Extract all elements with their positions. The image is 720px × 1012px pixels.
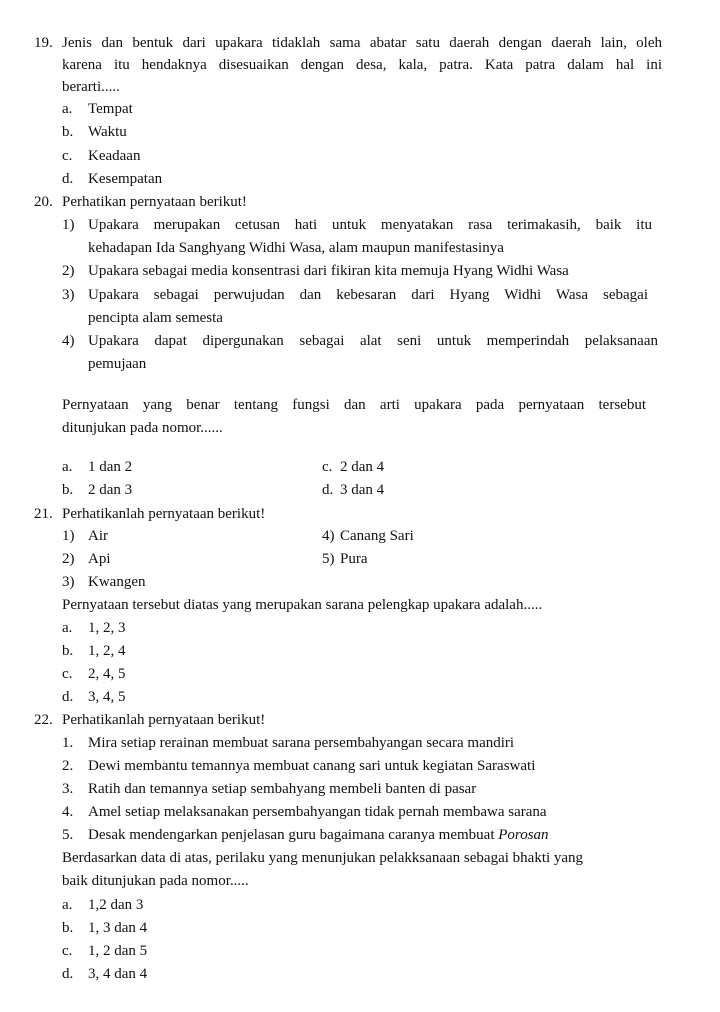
q21-option-d-letter: d. (62, 689, 74, 705)
q20-option-a-text[interactable]: 1 dan 2 (88, 459, 133, 475)
q22-statement-text: Dewi membantu temannya membuat canang sari untuk kegiatan Saraswati (88, 758, 536, 774)
q21-item-text: Canang Sari (340, 528, 414, 544)
q22-number: 22. (34, 712, 53, 728)
q21-option-d-text[interactable]: 3, 4, 5 (88, 689, 126, 705)
q22-option-a-letter: a. (62, 897, 73, 913)
q22-question-line: baik ditunjukan pada nomor..... (62, 873, 249, 889)
q21-option-c-letter: c. (62, 666, 73, 682)
q21-item-number: 2) (62, 551, 75, 567)
q20-option-d-text[interactable]: 3 dan 4 (340, 482, 385, 498)
q21-number: 21. (34, 506, 53, 522)
q20-option-d-letter: d. (322, 482, 334, 498)
q22-option-d-letter: d. (62, 966, 74, 982)
q22-option-b-letter: b. (62, 920, 74, 936)
q19-number: 19. (34, 35, 53, 51)
q19-option-c-text[interactable]: Keadaan (88, 148, 141, 164)
q21-item-text: Api (88, 551, 111, 567)
q21-item-number: 4) (322, 528, 335, 544)
q19-option-a-letter: a. (62, 101, 73, 117)
q20-statement-line: kehadapan Ida Sanghyang Widhi Wasa, alam maupun manifestasinya (88, 240, 504, 256)
q19-option-d-letter: d. (62, 171, 74, 187)
q22-option-a-text[interactable]: 1,2 dan 3 (88, 897, 144, 913)
q22-statement-5 (88, 824, 549, 846)
q20-statement-line: Upakara dapat dipergunakan sebagai alat seni untuk memperindah pelaksanaan (88, 333, 658, 349)
q22-statement-text: Ratih dan temannya setiap sembahyang membeli banten di pasar (88, 781, 477, 797)
q22-option-c-letter: c. (62, 943, 73, 959)
q22-statement-number: 4. (62, 804, 74, 820)
q20-statement-number: 4) (62, 333, 75, 349)
q19-option-d-text[interactable]: Kesempatan (88, 171, 163, 187)
q20-statement-line: Upakara sebagai perwujudan dan kebesaran dari Hyang Widhi Wasa sebagai (88, 287, 648, 303)
q20-statement-number: 3) (62, 287, 75, 303)
q19-text-line: Jenis dan bentuk dari upakara tidaklah sama abatar satu daerah dengan daerah lain, oleh (62, 35, 662, 51)
q19-option-b-text[interactable]: Waktu (88, 124, 127, 140)
q22-statement-number: 1. (62, 735, 74, 751)
q19-text-line: karena itu hendaknya disesuaikan dengan desa, kala, patra. Kata patra dalam hal ini (62, 57, 662, 73)
q20-statement-line: Upakara sebagai media konsentrasi dari fikiran kita memuja Hyang Widhi Wasa (88, 263, 569, 279)
q22-statement-italic-term: Porosan (498, 827, 549, 843)
q20-option-c-text[interactable]: 2 dan 4 (340, 459, 385, 475)
q22-question-line: Berdasarkan data di atas, perilaku yang menunjukan pelakksanaan sebagai bhakti yang (62, 850, 584, 866)
q20-intro: Perhatikan pernyataan berikut! (62, 194, 247, 210)
q20-statement-line: pencipta alam semesta (88, 310, 223, 326)
q22-statement-number: 3. (62, 781, 74, 797)
q20-statement-number: 2) (62, 263, 75, 279)
q19-text-line: berarti..... (62, 79, 120, 95)
q19-option-b-letter: b. (62, 124, 74, 140)
q22-option-d-text[interactable]: 3, 4 dan 4 (88, 966, 148, 982)
q22-intro: Perhatikanlah pernyataan berikut! (62, 712, 266, 728)
q21-item-number: 5) (322, 551, 335, 567)
q21-item-text: Kwangen (88, 574, 146, 590)
q20-number: 20. (34, 194, 53, 210)
q19-option-a-text[interactable]: Tempat (88, 101, 133, 117)
q20-statement-line: Upakara merupakan cetusan hati untuk menyatakan rasa terimakasih, baik itu (88, 217, 652, 233)
q21-question: Pernyataan tersebut diatas yang merupakan sarana pelengkap upakara adalah..... (62, 597, 543, 613)
q22-statement-number: 2. (62, 758, 74, 774)
q20-option-c-letter: c. (322, 459, 333, 475)
q20-option-b-text[interactable]: 2 dan 3 (88, 482, 133, 498)
q19-option-c-letter: c. (62, 148, 73, 164)
q21-item-number: 1) (62, 528, 75, 544)
q21-option-a-text[interactable]: 1, 2, 3 (88, 620, 126, 636)
q20-statement-line: pemujaan (88, 356, 147, 372)
q22-statement-number: 5. (62, 827, 74, 843)
q20-question-line: Pernyataan yang benar tentang fungsi dan arti upakara pada pernyataan tersebut (62, 397, 646, 413)
q21-option-a-letter: a. (62, 620, 73, 636)
q21-item-text: Pura (340, 551, 368, 567)
q22-statement-text: Amel setiap melaksanakan persembahyangan tidak pernah membawa sarana (88, 804, 547, 820)
q21-item-text: Air (88, 528, 108, 544)
q20-statement-number: 1) (62, 217, 75, 233)
q20-question-line: ditunjukan pada nomor...... (62, 420, 223, 436)
q21-option-b-text[interactable]: 1, 2, 4 (88, 643, 126, 659)
q20-option-b-letter: b. (62, 482, 74, 498)
q21-option-c-text[interactable]: 2, 4, 5 (88, 666, 126, 682)
q21-option-b-letter: b. (62, 643, 74, 659)
q21-intro: Perhatikanlah pernyataan berikut! (62, 506, 266, 522)
q22-option-c-text[interactable]: 1, 2 dan 5 (88, 943, 148, 959)
q22-option-b-text[interactable]: 1, 3 dan 4 (88, 920, 148, 936)
q22-statement-text: Mira setiap rerainan membuat sarana persembahyangan secara mandiri (88, 735, 515, 751)
q22-statement-text: Desak mendengarkan penjelasan guru bagaimana caranya membuat (88, 827, 495, 843)
q20-option-a-letter: a. (62, 459, 73, 475)
q21-item-number: 3) (62, 574, 75, 590)
